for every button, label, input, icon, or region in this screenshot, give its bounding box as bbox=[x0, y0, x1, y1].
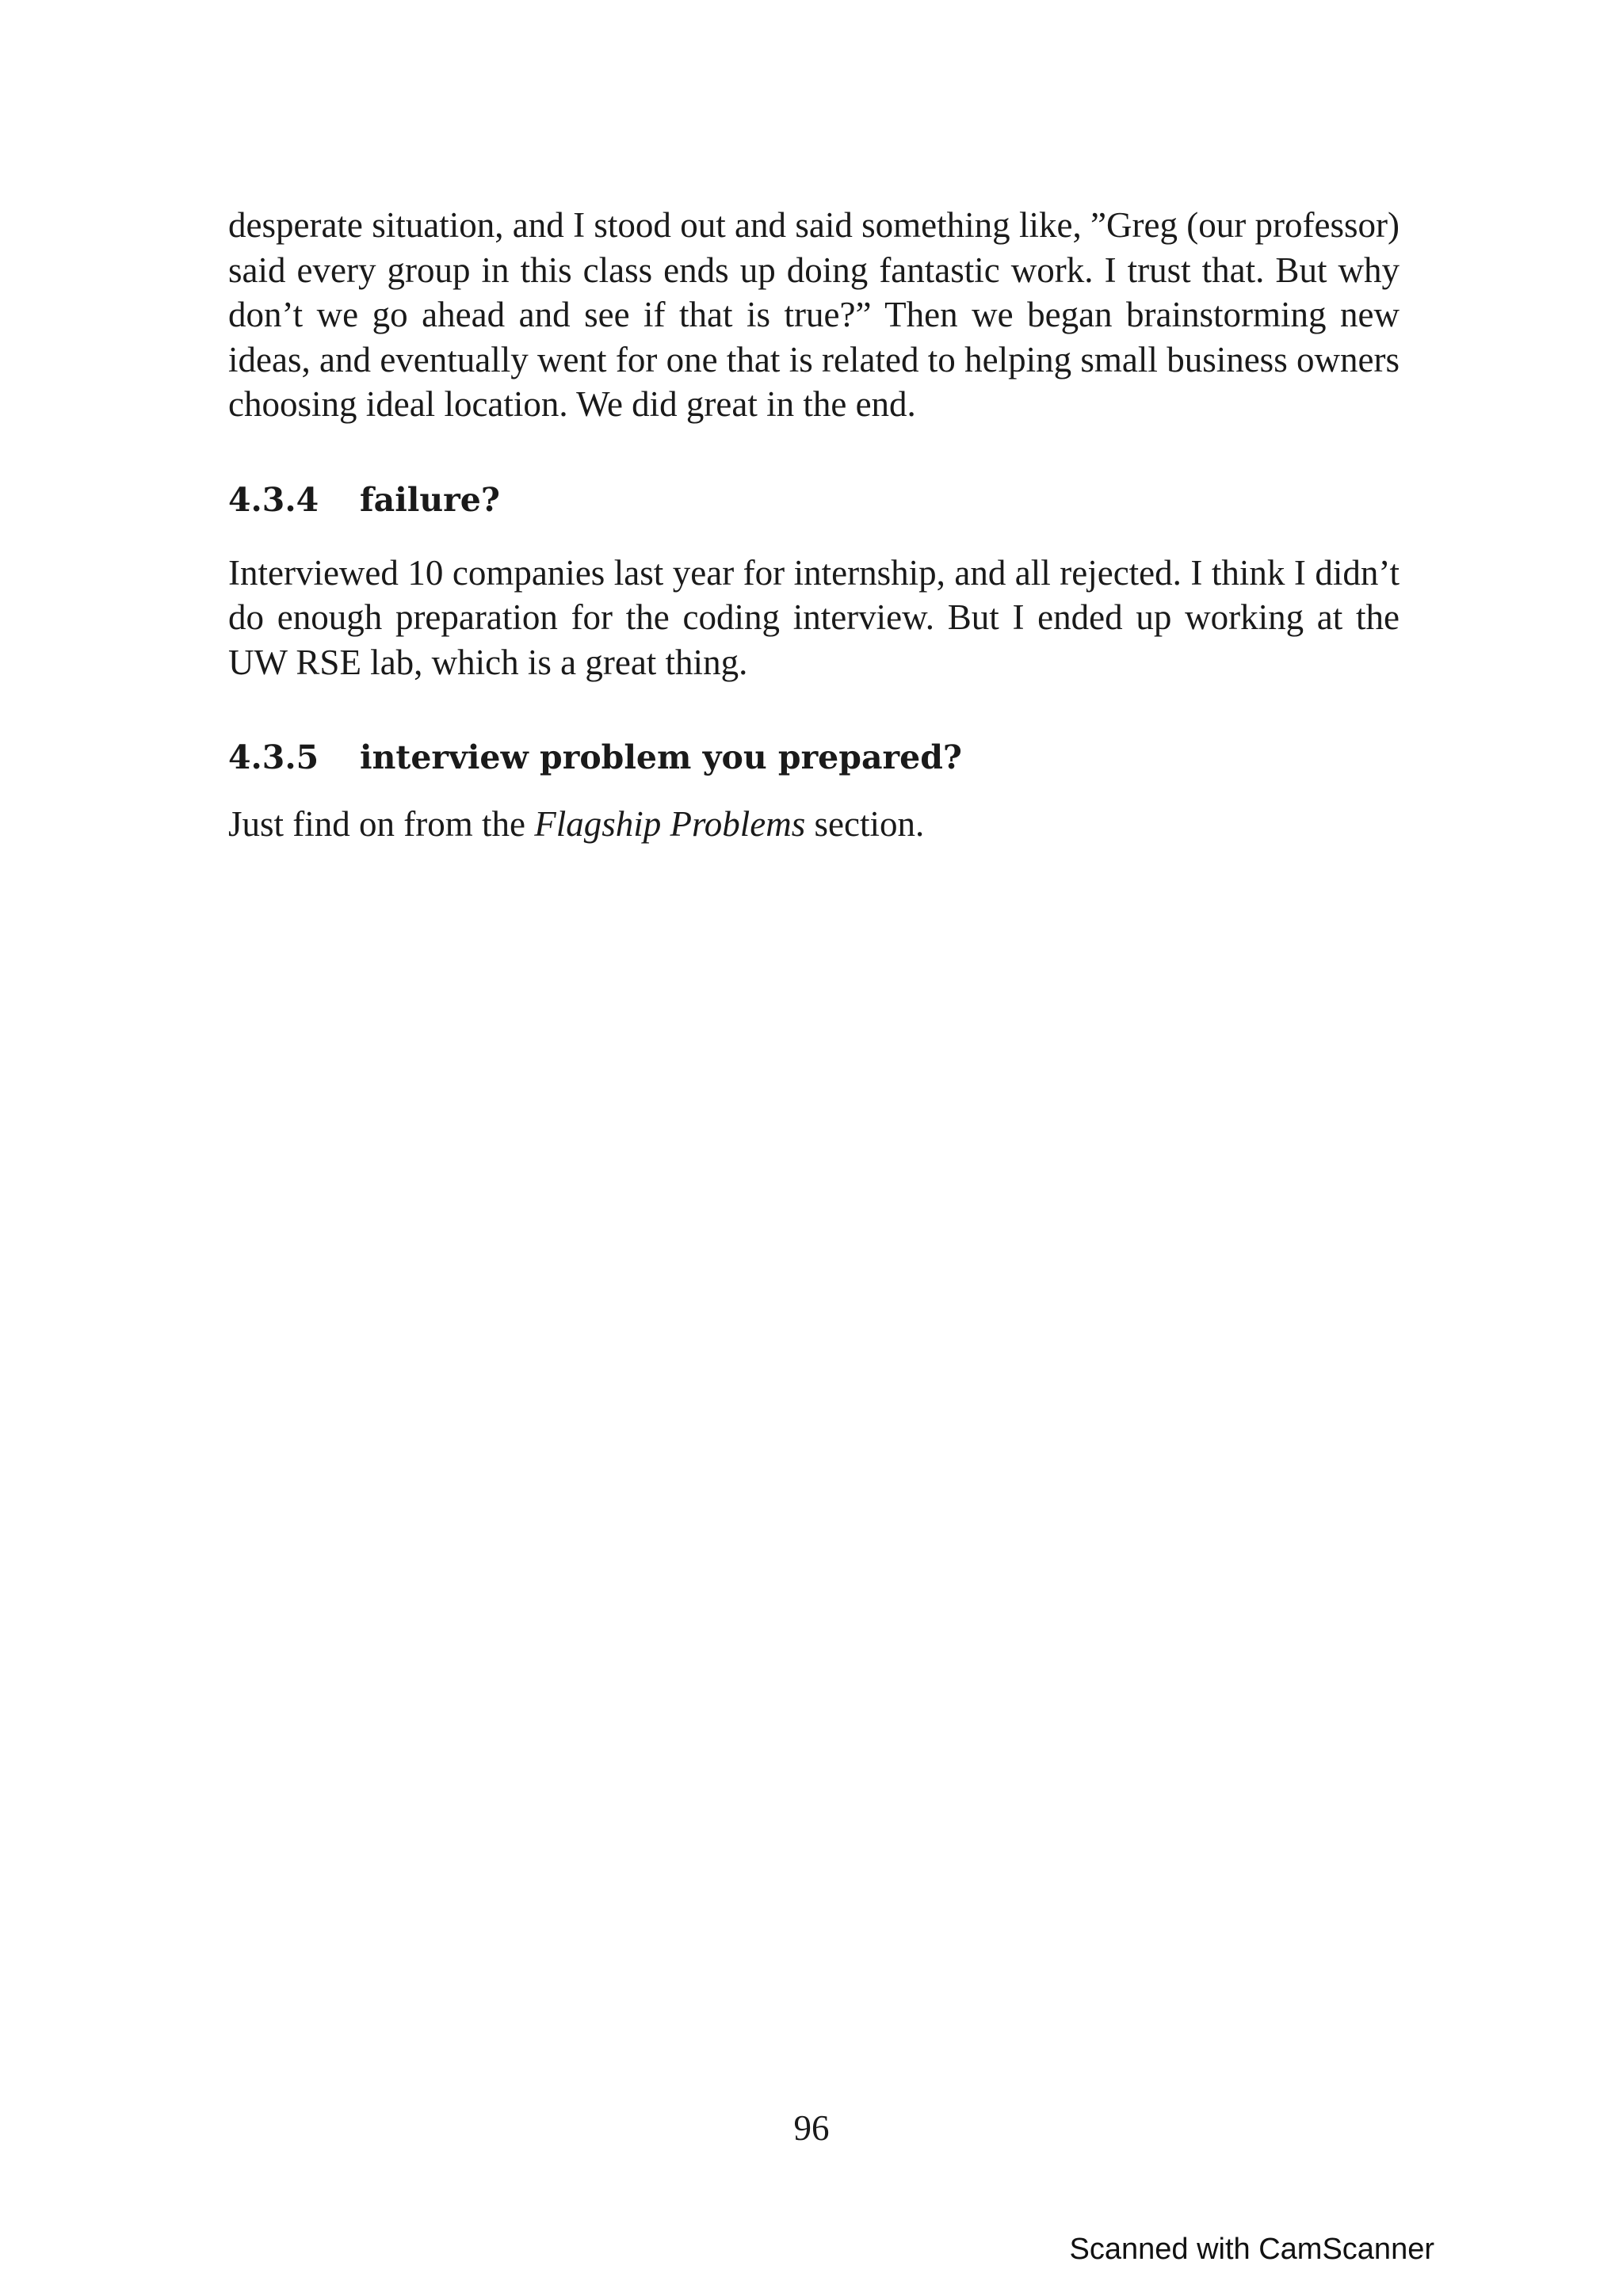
paragraph-text: Just find on from the bbox=[228, 804, 535, 844]
paragraph-interview-problem bbox=[228, 802, 1400, 847]
section-number: 4.3.5 bbox=[228, 738, 319, 776]
section-number: 4.3.4 bbox=[228, 480, 319, 519]
paragraph-failure: Interviewed 10 companies last year for internship, and all rejected. I think I didn’t do enough preparation for the coding interview. But I ended up working at the UW RSE lab, which is a great thing. bbox=[228, 552, 1400, 682]
paragraph-continued: desperate situation, and I stood out and said something like, ”Greg (our professor) said every group in this class ends up doing fantastic work. I trust that. But why don’t we go ahead and see if that is true?” Then we began brainstorming new ideas, and eventually went for one that is related to helping small business owners choosing ideal location. We did great in the end. bbox=[228, 205, 1400, 424]
paragraph-text: section. bbox=[805, 804, 925, 844]
page-number: 96 bbox=[793, 2108, 830, 2148]
section-heading-failure bbox=[228, 481, 1400, 519]
emphasized-reference: Flagship Problems bbox=[534, 804, 806, 844]
scanner-watermark: Scanned with CamScanner bbox=[1069, 2233, 1434, 2266]
section-title: failure? bbox=[360, 480, 500, 519]
section-title: interview problem you prepared? bbox=[360, 738, 962, 776]
page-content bbox=[228, 203, 1400, 847]
section-heading-interview-problem bbox=[228, 738, 1400, 776]
